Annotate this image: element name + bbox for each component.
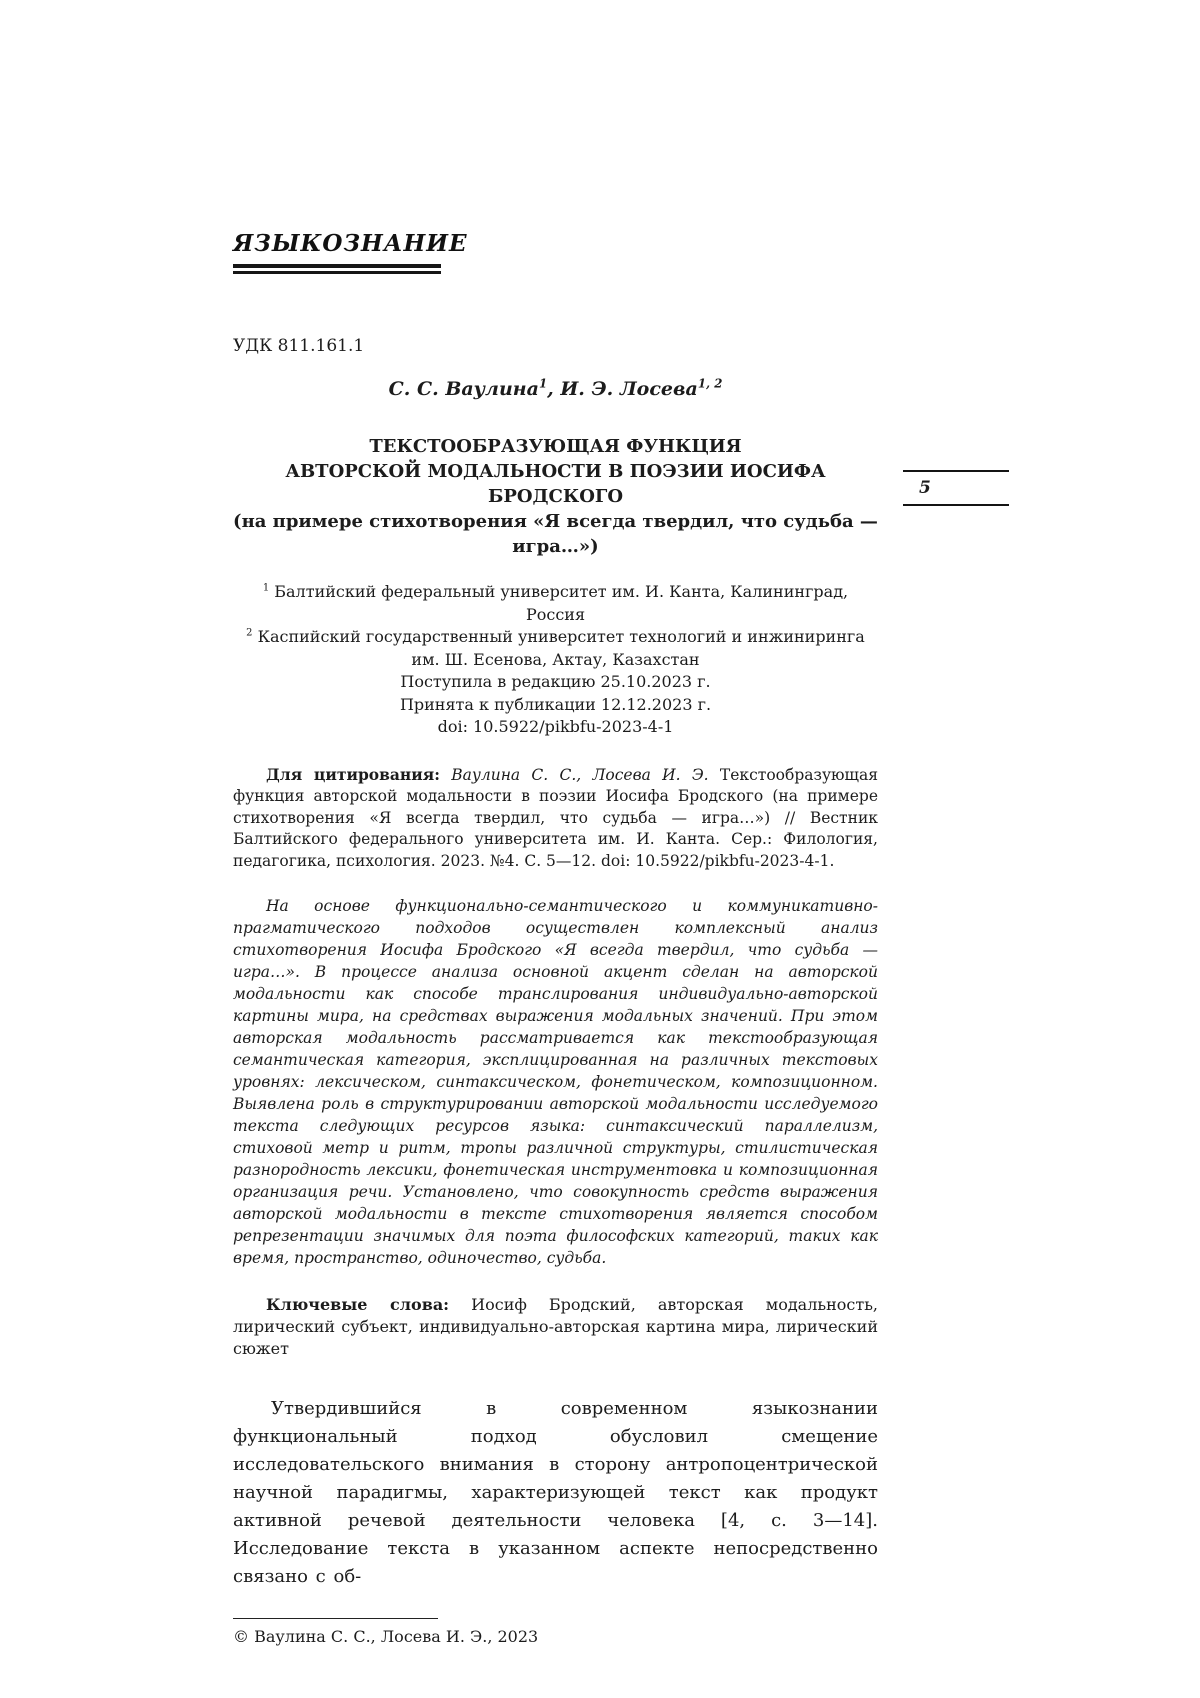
keywords-text: Иосиф Бродский, авторская модальность, лирический субъект, индивидуально-авторская картина мира, лирический сюжет: [233, 1295, 878, 1358]
authors-separator: ,: [547, 378, 561, 400]
section-header-rule: [233, 264, 441, 274]
page-content: [233, 230, 878, 1646]
author-1-affiliation-mark: 1: [538, 376, 548, 391]
doi-line: doi: 10.5922/pikbfu-2023-4-1: [437, 717, 674, 736]
affiliation-2-mark: 2: [246, 627, 253, 639]
title-line-2: АВТОРСКОЙ МОДАЛЬНОСТИ В ПОЭЗИИ ИОСИФА БРОДСКОГО: [285, 461, 826, 507]
affiliation-1-text: Балтийский федеральный университет им. И. Канта, Калининград, Россия: [269, 582, 849, 624]
affiliation-2-text: Каспийский государственный университет технологий и инжиниринга: [252, 627, 865, 646]
margin-page-number: [903, 470, 1009, 506]
title-line-3: (на примере стихотворения «Я всегда твердил, что судьба — игра…»): [233, 511, 878, 557]
citation-label: Для цитирования:: [266, 764, 440, 784]
affiliation-1: [233, 581, 878, 626]
affiliation-2: [233, 626, 878, 649]
citation-paragraph: [233, 764, 878, 873]
accepted-date: Принята к публикации 12.12.2023 г.: [399, 694, 712, 714]
section-header-label: ЯЗЫКОЗНАНИЕ: [233, 230, 468, 257]
citation-text: Текстообразующая функция авторской модальности в поэзии Иосифа Бродского (на примере стихотворения «Я всегда твердил, что судьба — игра…») // Вестник Балтийского федерального университета им. И. Канта. Сер.: Филология, педагогика, психология. 2023. №4. С. 5—12. doi: 10.5922/pikbfu-2023-4-1.: [233, 765, 878, 870]
section-header: [233, 230, 878, 274]
article-title: [233, 434, 878, 559]
page-number-rule-bottom: [903, 504, 1009, 506]
affiliation-2-continued: им. Ш. Есенова, Актау, Казахстан: [411, 649, 700, 669]
author-1: С. С. Ваулина: [388, 378, 539, 400]
body-paragraph: Утвердившийся в современном языкознании функциональный подход обусловил смещение исследовательского внимания в сторону антропоцентрической научной парадигмы, характеризующей текст как продукт активной речевой деятельности человека [4, с. 3—14]. Исследование текста в указанном аспекте непосредственно связано с об-: [233, 1398, 878, 1587]
rule-thick: [233, 264, 441, 268]
affiliation-1-mark: 1: [262, 582, 270, 594]
affiliations-block: [233, 581, 878, 739]
rule-thin: [233, 271, 441, 274]
authors-line: [233, 378, 878, 400]
page-number: 5: [919, 478, 931, 498]
keywords-label: Ключевые слова:: [266, 1295, 450, 1314]
footnote-rule: [233, 1618, 438, 1619]
page-footer: [233, 1618, 878, 1646]
citation-authors: Ваулина С. С., Лосева И. Э.: [439, 765, 720, 784]
author-2-affiliation-mark: 1, 2: [697, 376, 723, 391]
copyright-line: © Ваулина С. С., Лосева И. Э., 2023: [233, 1627, 539, 1646]
keywords-paragraph: [233, 1294, 878, 1360]
title-line-1: ТЕКСТООБРАЗУЮЩАЯ ФУНКЦИЯ: [369, 436, 742, 457]
received-date: Поступила в редакцию 25.10.2023 г.: [400, 672, 711, 691]
udc-code: УДК 811.161.1: [233, 336, 365, 356]
author-2: И. Э. Лосева: [560, 378, 698, 400]
abstract-paragraph: На основе функционально-семантического и коммуникативно-прагматического подходов осуществлен комплексный анализ стихотворения Иосифа Бродского «Я всегда твердил, что судьба — игра…». В процессе анализа основной акцент сделан на авторской модальности как способе транслирования индивидуально-авторской картины мира, на средствах выражения модальных значений. При этом авторская модальность рассматривается как текстообразующая семантическая категория, эксплицированная на различных текстовых уровнях: лексическом, синтаксическом, фонетическом, композиционном. Выявлена роль в структурировании авторской модальности исследуемого текста следующих ресурсов языка: синтаксический параллелизм, стиховой метр и ритм, тропы различной структуры, стилистическая разнородность лексики, фонетическая инструментовка и композиционная организация речи. Установлено, что совокупность средств выражения авторской модальности в тексте стихотворения является способом репрезентации значимых для поэта философских категорий, таких как время, пространство, одиночество, судьба.: [233, 897, 878, 1267]
